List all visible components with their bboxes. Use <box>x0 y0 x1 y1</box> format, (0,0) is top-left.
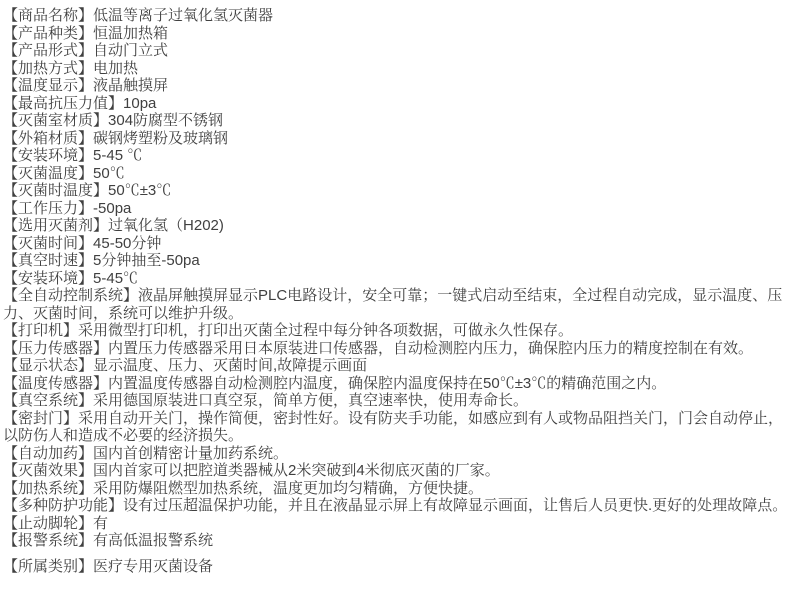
spec-item-label: 【报警系统】 <box>3 532 94 549</box>
spec-item-label: 【灭菌时温度】 <box>3 182 109 199</box>
spec-item-label: 【加热方式】 <box>3 59 94 77</box>
spec-item-label: 【温度传感器】 <box>3 374 109 392</box>
spec-item <box>3 462 796 480</box>
spec-item-label: 【安装环境】 <box>3 269 94 287</box>
spec-item <box>3 532 796 550</box>
spec-item-label: 【真空时速】 <box>3 252 94 269</box>
spec-item <box>3 515 796 533</box>
spec-item-value: 采用自动开关门，操作简便，密封性好。设有防夹手功能，如感应到有人或物品阻挡关门，门会自动停止，以防伤人和造成不必要的经济损失。 <box>3 409 784 444</box>
spec-item <box>3 7 796 25</box>
spec-item-value: 10pa <box>123 94 157 112</box>
spec-item-value: 恒温加热箱 <box>93 24 169 42</box>
spec-item-label: 【商品名称】 <box>3 7 94 24</box>
spec-item-label: 【产品形式】 <box>3 42 94 59</box>
spec-item-label: 【多种防护功能】 <box>3 497 124 514</box>
spec-item-label: 【产品种类】 <box>3 24 94 42</box>
spec-item-label: 【显示状态】 <box>3 357 94 374</box>
spec-item-label: 【灭菌温度】 <box>3 164 94 182</box>
product-spec-list <box>3 7 796 575</box>
spec-item-value: 液晶屏触摸屏显示PLC电路设计，安全可靠；一键式启动至结束，全过程自动完成，显示温度、压力、灭菌时间，系统可以维护升级。 <box>3 287 783 322</box>
spec-item-value: 液晶触摸屏 <box>93 77 169 94</box>
spec-item-label: 【工作压力】 <box>3 199 94 217</box>
spec-item-value: 过氧化氢（H202) <box>108 217 224 234</box>
spec-item-value: 5-45℃ <box>93 269 139 287</box>
spec-item-label: 【灭菌室材质】 <box>3 112 109 129</box>
spec-item-label: 【温度显示】 <box>3 77 94 94</box>
spec-item-label: 【所属类别】 <box>3 557 94 575</box>
spec-item <box>3 182 796 200</box>
spec-item-value: 内置温度传感器自动检测腔内温度，确保腔内温度保持在50℃±3℃的精确范围之内。 <box>108 374 667 392</box>
spec-item-label: 【加热系统】 <box>3 479 94 497</box>
spec-item <box>3 497 796 515</box>
spec-item <box>3 287 796 322</box>
spec-item-label: 【自动加药】 <box>3 444 94 462</box>
spec-item-value: 医疗专用灭菌设备 <box>93 557 214 575</box>
spec-item <box>3 77 796 95</box>
spec-item <box>3 42 796 60</box>
spec-item <box>3 410 796 445</box>
spec-item <box>3 130 796 148</box>
spec-item-label: 【安装环境】 <box>3 147 94 164</box>
spec-item <box>3 147 796 165</box>
spec-item <box>3 235 796 253</box>
spec-item-label: 【灭菌时间】 <box>3 234 94 252</box>
spec-item <box>3 392 796 410</box>
spec-item-value: 有高低温报警系统 <box>93 532 214 549</box>
spec-item-label: 【打印机】 <box>3 322 79 339</box>
spec-item-value: 内置压力传感器采用日本原装进口传感器，自动检测腔内压力，确保腔内压力的精度控制在有效。 <box>108 339 754 357</box>
spec-item <box>3 270 796 288</box>
spec-item-label: 【灭菌效果】 <box>3 462 94 479</box>
spec-item-value: 国内首创精密计量加药系统。 <box>93 444 289 462</box>
spec-item-value: 有 <box>93 514 109 532</box>
spec-item <box>3 252 796 270</box>
spec-item-label: 【真空系统】 <box>3 392 94 409</box>
spec-item-value: 5-45 ℃ <box>93 147 143 164</box>
spec-item-value: 碳钢烤塑粉及玻璃钢 <box>93 129 229 147</box>
spec-item-value: 自动门立式 <box>93 42 169 59</box>
spec-item-value: 显示温度、压力、灭菌时间,故障提示画面 <box>93 357 368 374</box>
spec-item-value: 国内首家可以把腔道类器械从2米突破到4米彻底灭菌的厂家。 <box>93 462 500 479</box>
spec-item-value: 采用微型打印机，打印出灭菌全过程中每分钟各项数据，可做永久性保存。 <box>78 322 574 339</box>
spec-item-label: 【选用灭菌剂】 <box>3 217 109 234</box>
spec-item <box>3 25 796 43</box>
spec-item <box>3 60 796 78</box>
spec-item-value: -50pa <box>93 199 132 217</box>
spec-item <box>3 375 796 393</box>
spec-item-label: 【外箱材质】 <box>3 129 94 147</box>
spec-item <box>3 322 796 340</box>
spec-item-value: 设有过压超温保护功能，并且在液晶显示屏上有故障显示画面，让售后人员更快.更好的处理故障点。 <box>123 497 788 514</box>
spec-item-label: 【压力传感器】 <box>3 339 109 357</box>
spec-item <box>3 112 796 130</box>
spec-item-label: 【全自动控制系统】 <box>3 287 139 304</box>
spec-item <box>3 480 796 498</box>
spec-item-value: 5分钟抽至-50pa <box>93 252 200 269</box>
spec-item-value: 采用防爆阻燃型加热系统，温度更加均匀精确，方便快捷。 <box>93 479 484 497</box>
spec-item <box>3 200 796 218</box>
spec-item-value: 45-50分钟 <box>93 234 162 252</box>
spec-item-value: 304防腐型不锈钢 <box>108 112 224 129</box>
spec-item-value: 采用德国原装进口真空泵，简单方便，真空速率快，使用寿命长。 <box>93 392 529 409</box>
spec-item <box>3 95 796 113</box>
spec-item-value: 50℃±3℃ <box>108 182 172 199</box>
spec-item-label: 【止动脚轮】 <box>3 514 94 532</box>
spec-item <box>3 357 796 375</box>
spec-item-label: 【密封门】 <box>3 409 79 427</box>
spec-item <box>3 340 796 358</box>
spec-item-value: 电加热 <box>93 59 139 77</box>
spec-item-label: 【最高抗压力值】 <box>3 94 124 112</box>
spec-item <box>3 165 796 183</box>
spec-item-value: 50℃ <box>93 164 125 182</box>
spec-item-value: 低温等离子过氧化氢灭菌器 <box>93 7 274 24</box>
spec-item <box>3 445 796 463</box>
spec-item <box>3 217 796 235</box>
spec-item <box>3 558 796 576</box>
